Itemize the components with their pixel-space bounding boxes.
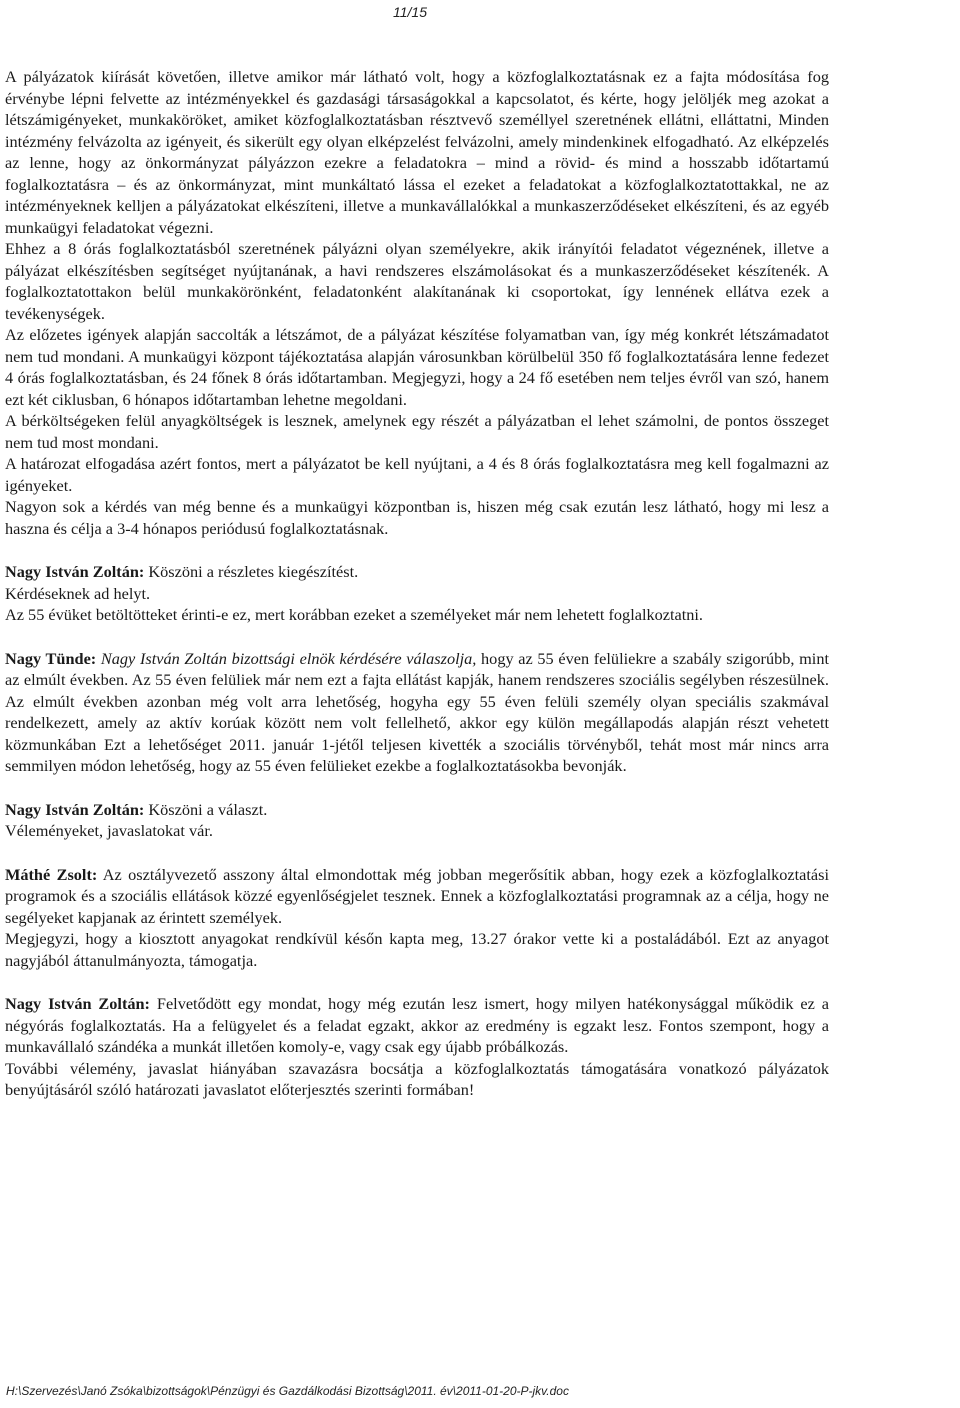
speaker-paragraph — [5, 864, 829, 929]
paragraph-text: Nagyon sok a kérdés van még benne és a munkaügyi központban is, hiszen még csak ezután lesz látható, hogy mi lesz a haszna és célja a 3-4 hónapos periódusú foglalkoztatásnak. — [5, 497, 829, 538]
speaker-paragraph — [5, 993, 829, 1058]
paragraph — [5, 496, 829, 539]
italic-phrase: Nagy István Zoltán bizottsági elnök kérdésére válaszolja, — [96, 648, 477, 668]
paragraph-text: Kérdéseknek ad helyt. — [5, 583, 151, 603]
paragraph-text: Köszöni a részletes kiegészítést. — [144, 562, 359, 581]
footer-file-path: H:\Szervezés\Janó Zsóka\bizottságok\Pénzügyi és Gazdálkodási Bizottság\2011. év\2011-01-20-P-jkv.doc — [6, 1384, 569, 1398]
paragraph — [5, 820, 829, 842]
paragraph-text: Véleményeket, javaslatokat vár. — [5, 821, 213, 840]
paragraph — [5, 604, 829, 626]
speaker-name: Nagy István Zoltán: — [5, 799, 145, 819]
speaker-name: Máthé Zsolt: — [5, 864, 98, 884]
speaker-paragraph — [5, 799, 829, 821]
paragraph-text: További vélemény, javaslat hiányában szavazásra bocsátja a közfoglalkoztatás támogatására vonatkozó pályázatok benyújtásáról szóló határozati javaslatot előterjesztés szerinti formában! — [5, 1058, 829, 1099]
speaker-name: Nagy István Zoltán: — [5, 562, 145, 581]
paragraph-text: Köszöni a választ. — [144, 799, 268, 819]
paragraph-text: Ehhez a 8 órás foglalkoztatásból szeretnének pályázni olyan személyekre, akik irányítói feladatot végeznének, illetve a pályázat elkészítésben segítséget nyújtanának, a havi rendszeres elszámolásokat és a munkaszerződéseket készítenék. A foglalkoztatottakon belül munkakörönként, feladatonként alakítanának ki csoportokat, így lennének ellátva ezek a tevékenységek. — [5, 239, 829, 323]
paragraph-text: Az előzetes igények alapján saccolták a létszámot, de a pályázat készítése folyamatban van, így még konkrét létszámadatot nem tud mondani. A munkaügyi központ tájékoztatása alapján városunkban körülbelül 350 fő foglalkoztatására lenne fedezet 4 órás foglalkoztatásban, és 24 főnek 8 órás időtartamban. Megjegyzi, hogy a 24 fő esetében nem teljes évről van szó, hanem ezt két ciklusban, 6 hónapos időtartamban lehetne megoldani. — [5, 325, 829, 409]
paragraph — [5, 238, 829, 324]
paragraph — [5, 324, 829, 410]
paragraph-text: A pályázatok kiírását követően, illetve amikor már látható volt, hogy a közfoglalkoztatásnak ez a fajta módosítása fog érvénybe lépni felvette az intézményekkel és gazdasági társaságokkal a kapcsolatot, és kérte, hogy jelöljék meg azokat a létszámigényeket, munkaköröket, amiket közfoglalkoztatásban résztvevő személlyel szeretnének ellátni, elláttatni, Minden intézmény felvázolta az igényeit, és sikerült egy olyan elképzelést felvázolni, amely mindenkinek elfogadható. Az elképzelés az lenne, hogy az önkormányzat pályázzon ezekre a feladatokra – mind a rövid- és mind a hosszabb időtartamú foglalkoztatásra – és az önkormányzat, mint munkáltató lássa el ezeket a feladatokat a közfoglalkoztatottakkal, ne az intézményeknek kelljen a pályázatokat elkészíteni, illetve a munkavállalókkal a munkaszerződéseket elkészíteni, és az egyéb munkaügyi feladatokat végezni. — [5, 67, 829, 237]
paragraph — [5, 928, 829, 971]
paragraph-text: A bérköltségeken felül anyagköltségek is lesznek, amelynek egy részét a pályázatban el lehet számolni, de pontos összeget nem tud most mondani. — [5, 411, 829, 452]
paragraph-text: Az 55 évüket betöltötteket érinti-e ez, mert korábban ezeket a személyeket már nem lehetett foglalkoztatni. — [5, 605, 703, 624]
speaker-name: Nagy István Zoltán: — [5, 994, 150, 1013]
paragraph-text: A határozat elfogadása azért fontos, mert a pályázatot be kell nyújtani, a 4 és 8 órás foglalkoztatásra meg kell fogalmazni az igényeket. — [5, 454, 829, 495]
paragraph-text: hogy az 55 éven felüliekre a szabály szigorúbb, mint az elmúlt években. Az 55 éven felüliek már nem ezt a fajta ellátást kapják, hanem rendszeres szociális segélyben részesülnek. Az elmúlt években azonban még volt arra lehetőség, hogyha egy 55 éven felüli személy olyan speciális szakmával rendelkezett, amely az aktív korúak között nem volt fellelhető, akkor egy külön megállapodás alapján részt vehetett közmunkában Ezt a lehetőséget 2011. január 1-jétől teljesen kivették a szociális törvényből, tehát most már nincs arra semmilyen módon lehetőség, hogy az 55 éven felülieket ezekbe a foglalkoztatásokba bevonják. — [5, 648, 829, 775]
speaker-paragraph — [5, 561, 829, 583]
paragraph — [5, 410, 829, 453]
paragraph-text: Az osztályvezető asszony által elmondottak még jobban megerősítik abban, hogy ezek a közfoglalkoztatási programok és a szociális ellátások közzé egyenlőségjelet tesznek. Ennek a közfoglalkoztatási programnak az a célja, hogy ne segélyeket kapjanak az érintett személyek. — [5, 864, 829, 927]
paragraph-text: Felvetődött egy mondat, hogy még ezután lesz ismert, hogy milyen hatékonysággal működik ez a négyórás foglalkoztatás. Ha a felügyelet és a feladat egzakt, akkor az eredmény is egzakt lesz. Fontos szempont, hogy a munkavállaló szándéka a munkát illetően komoly-e, vagy csak egy újabb próbálkozás. — [5, 994, 829, 1056]
paragraph — [5, 583, 829, 605]
paragraph — [5, 453, 829, 496]
speaker-name: Nagy Tünde: — [5, 648, 97, 668]
document-body — [5, 66, 829, 1101]
paragraph — [5, 1058, 829, 1101]
speaker-paragraph — [5, 648, 829, 777]
paragraph-text: Megjegyzi, hogy a kiosztott anyagokat rendkívül későn kapta meg, 13.27 órakor vette ki a postaládából. Ezt az anyagot nagyjából áttanulmányozta, támogatja. — [5, 929, 829, 970]
page-number: 11/15 — [393, 4, 427, 20]
paragraph — [5, 66, 829, 238]
